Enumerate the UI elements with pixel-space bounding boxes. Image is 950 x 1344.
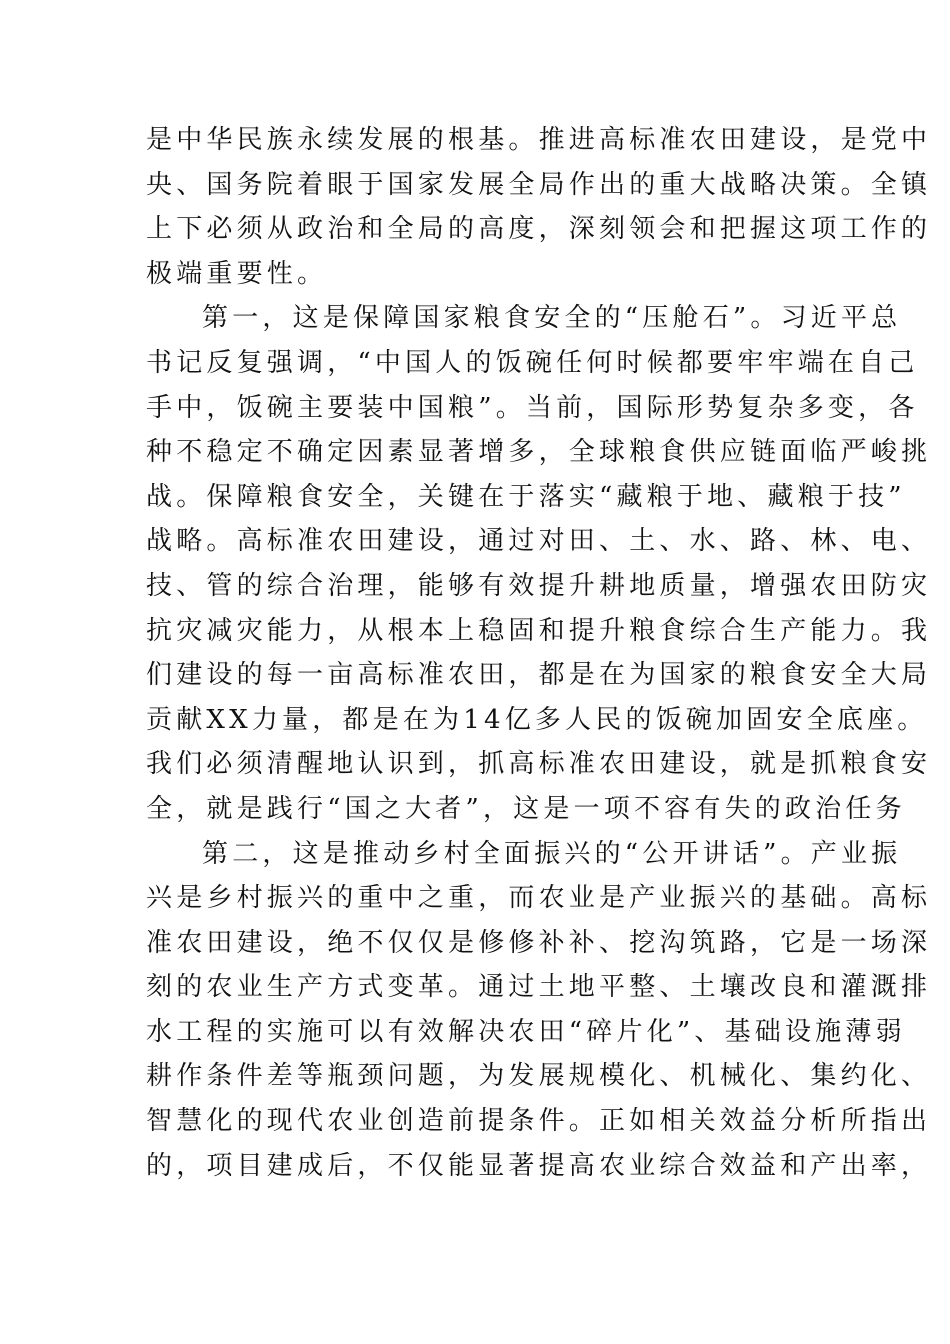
text-line: 贡献XX力量，都是在为14亿多人民的饭碗加固安全底座。 — [146, 704, 928, 735]
text-line: 准农田建设，绝不仅仅是修修补补、挖沟筑路，它是一场深 — [146, 927, 932, 958]
text-line: 种不稳定不确定因素显著增多，全球粮食供应链面临严峻挑 — [146, 437, 932, 468]
paragraph-first-line: 第一，这是保障国家粮食安全的“压舱石”。习近平总 — [202, 303, 902, 334]
text-line: 的，项目建成后，不仅能显著提高农业综合效益和产出率， — [146, 1150, 932, 1181]
text-line: 战略。高标准农田建设，通过对田、土、水、路、林、电、 — [146, 526, 932, 557]
body-text — [146, 118, 932, 1188]
text-line: 们建设的每一亩高标准农田，都是在为国家的粮食安全大局 — [146, 660, 932, 691]
text-line: 抗灾减灾能力，从根本上稳固和提升粮食综合生产能力。我 — [146, 615, 932, 646]
text-line: 上下必须从政治和全局的高度，深刻领会和把握这项工作的 — [146, 214, 932, 245]
text-line: 书记反复强调，“中国人的饭碗任何时候都要牢牢端在自己 — [146, 347, 919, 378]
text-line: 战。保障粮食安全，关键在于落实“藏粮于地、藏粮于技” — [146, 481, 906, 512]
text-line: 央、国务院着眼于国家发展全局作出的重大战略决策。全镇 — [146, 169, 932, 200]
text-line: 我们必须清醒地认识到，抓高标准农田建设，就是抓粮食安 — [146, 749, 932, 780]
text-line: 手中，饭碗主要装中国粮”。当前，国际形势复杂多变，各 — [146, 392, 919, 423]
text-line: 全，就是践行“国之大者”，这是一项不容有失的政治任务 — [146, 793, 906, 824]
text-line: 刻的农业生产方式变革。通过土地平整、土壤改良和灌溉排 — [146, 972, 932, 1003]
paragraph-first-line: 第二，这是推动乡村全面振兴的“公开讲话”。产业振 — [202, 838, 902, 869]
text-line: 智慧化的现代农业创造前提条件。正如相关效益分析所指出 — [146, 1106, 932, 1137]
text-line: 水工程的实施可以有效解决农田“碎片化”、基础设施薄弱 — [146, 1016, 906, 1047]
text-line: 极端重要性。 — [146, 258, 328, 289]
text-line: 兴是乡村振兴的重中之重，而农业是产业振兴的基础。高标 — [146, 883, 932, 914]
text-line: 耕作条件差等瓶颈问题，为发展规模化、机械化、集约化、 — [146, 1061, 932, 1092]
text-line: 是中华民族永续发展的根基。推进高标准农田建设，是党中 — [146, 125, 932, 155]
text-line: 技、管的综合治理，能够有效提升耕地质量，增强农田防灾 — [146, 570, 932, 601]
